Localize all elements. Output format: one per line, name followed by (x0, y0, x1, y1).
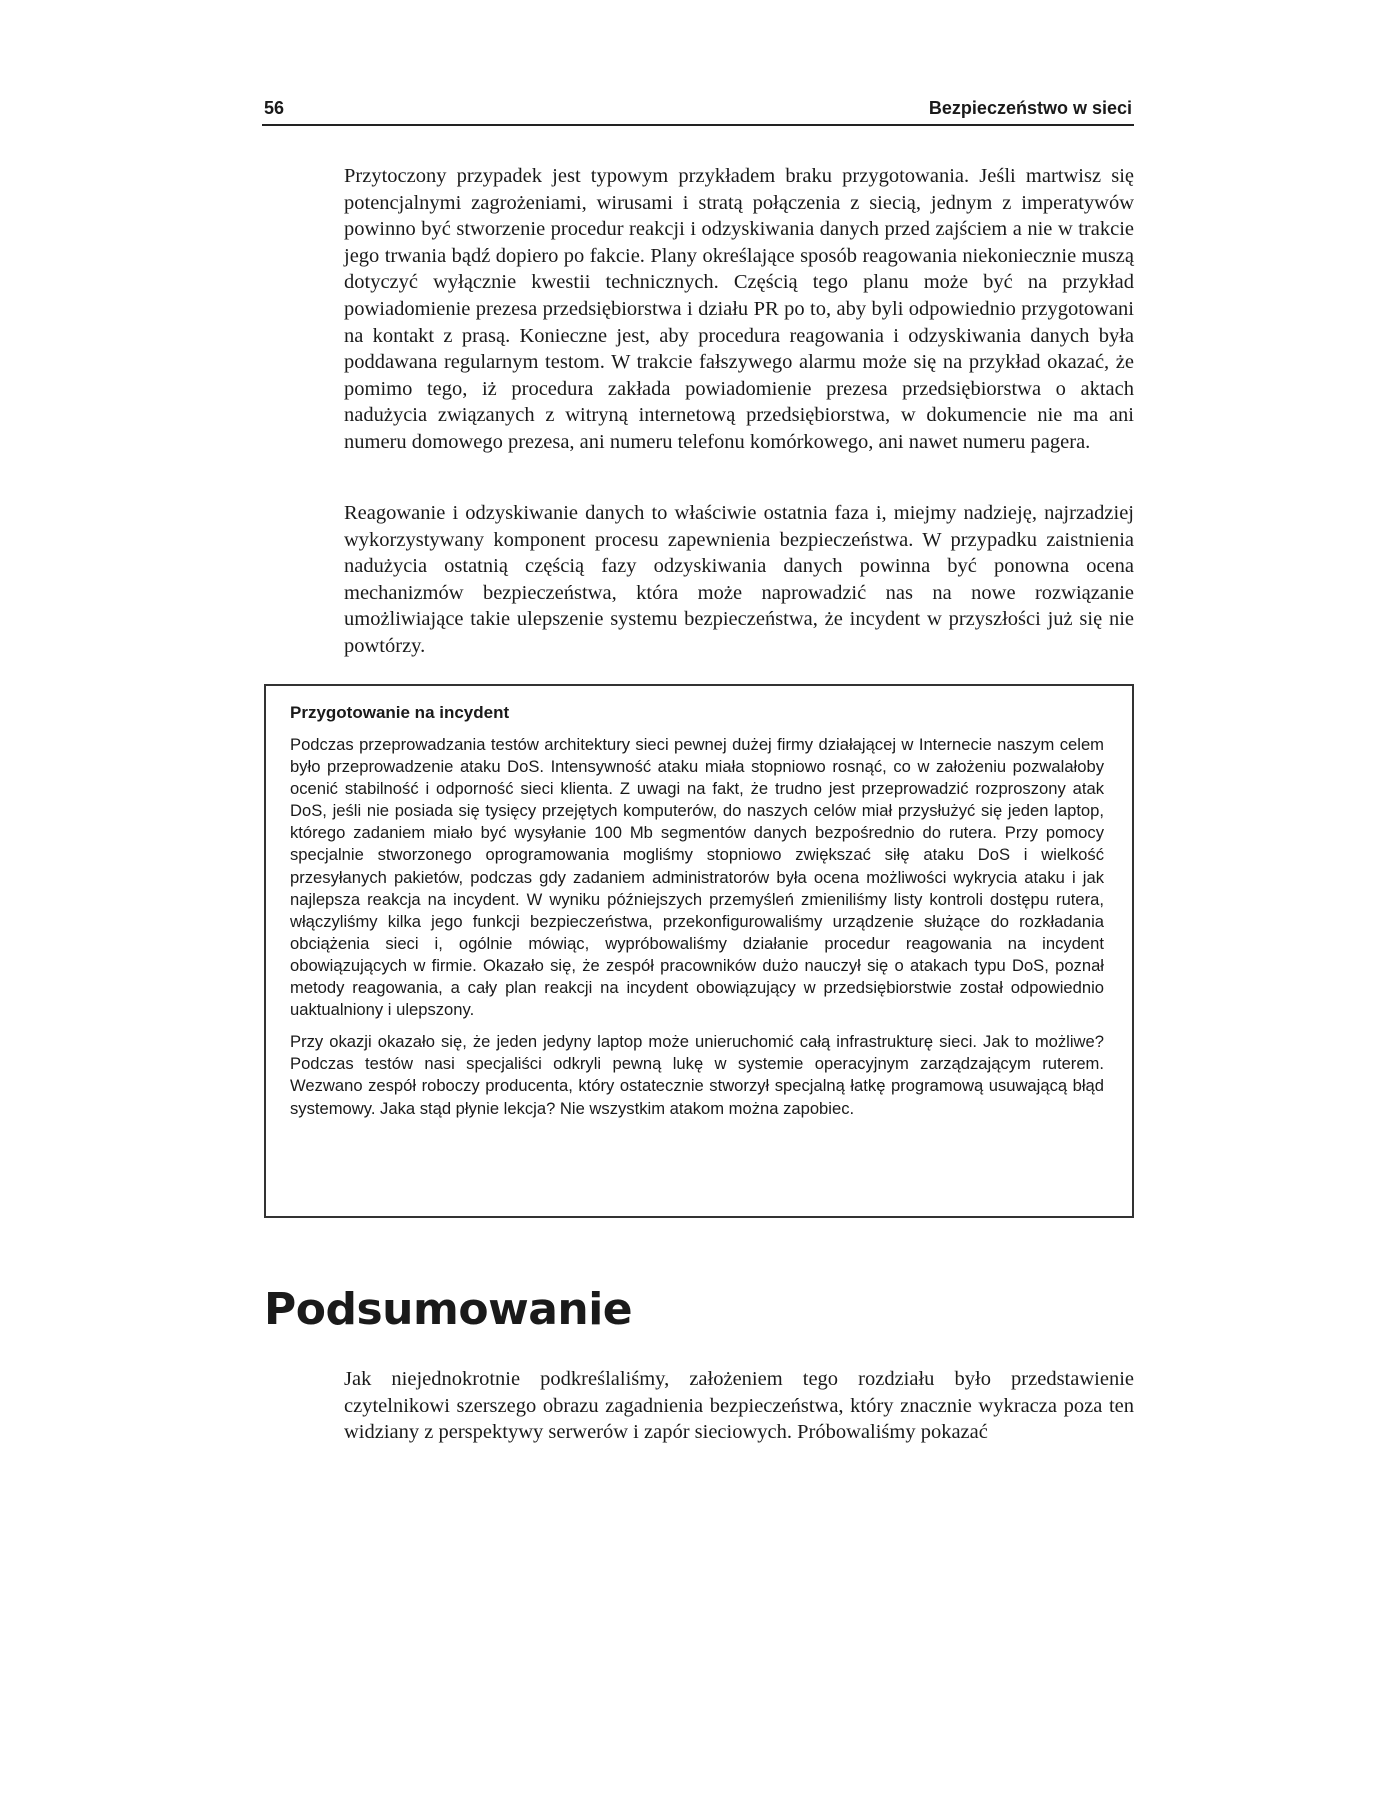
body-paragraph: Przytoczony przypadek jest typowym przykładem braku przygotowania. Jeśli martwisz się potencjalnymi zagrożeniami, wirusami i stratą połączenia z siecią, jednym z imperatywów powinno być stworzenie procedur reakcji i odzyskiwania danych przed zajściem a nie w trakcie jego trwania bądź dopiero po fakcie. Plany określające sposób reagowania niekoniecznie muszą dotyczyć wyłącznie kwestii technicznych. Częścią tego planu może być na przykład powiadomienie prezesa przedsiębiorstwa i działu PR po to, aby byli odpowiednio przygotowani na kontakt z prasą. Konieczne jest, aby procedura reagowania i odzyskiwania danych była poddawana regularnym testom. W trakcie fałszywego alarmu może się na przykład okazać, że pomimo tego, iż procedura zakłada powiadomienie prezesa przedsiębiorstwa o aktach nadużycia związanych z witryną internetową przedsiębiorstwa, w dokumencie nie ma ani numeru domowego prezesa, ani numeru telefonu komórkowego, ani nawet numeru pagera. (344, 165, 1134, 453)
running-title: Bezpieczeństwo w sieci (928, 98, 1132, 118)
body-paragraph: Reagowanie i odzyskiwanie danych to właściwie ostatnia faza i, miejmy nadzieję, najrzadziej wykorzystywany komponent procesu zapewnienia bezpieczeństwa. W przypadku zaistnienia nadużycia ostatnią częścią fazy odzyskiwania danych powinna być ponowna ocena mechanizmów bezpieczeństwa, która może naprowadzić nas na nowe rozwiązanie umożliwiające takie ulepszenie systemu bezpieczeństwa, że incydent w przyszłości już się nie powtórzy. (344, 502, 1134, 657)
sidebar-box (264, 684, 1134, 1218)
sidebar-paragraph: Podczas przeprowadzania testów architektury sieci pewnej dużej firmy działającej w Internecie naszym celem było przeprowadzenie ataku DoS. Intensywność ataku miała stopniowo rosnąć, co w założeniu pozwalałoby ocenić stabilność i odporność sieci klienta. Z uwagi na fakt, że trudno jest przeprowadzić rozproszony atak DoS, jeśli nie posiada się tysięcy przejętych komputerów, do naszych celów miał przysłużyć się jeden laptop, którego zadaniem miało być wysyłanie 100 Mb segmentów danych bezpośrednio do rutera. Przy pomocy specjalnie stworzonego oprogramowania mogliśmy stopniowo zwiększać siłę ataku DoS i wielkość przesyłanych pakietów, podczas gdy zadaniem administratorów była ocena możliwości wykrycia ataku i jak najlepsza reakcja na incydent. W wyniku późniejszych przemyśleń zmieniliśmy listy kontroli dostępu rutera, włączyliśmy kilka jego funkcji bezpieczeństwa, przekonfigurowaliśmy urządzenie służące do rozkładania obciążenia sieci i, ogólnie mówiąc, wypróbowaliśmy działanie procedur reagowania na incydent obowiązujących w firmie. Okazało się, że zespół pracowników dużo nauczył się o atakach typu DoS, poznał metody reagowania, a cały plan reakcji na incydent obowiązujący w przedsiębiorstwie został odpowiednio uaktualniony i ulepszony. (290, 735, 1104, 1020)
sidebar-title: Przygotowanie na incydent (290, 703, 510, 722)
sidebar-paragraph: Przy okazji okazało się, że jeden jedyny laptop może unieruchomić całą infrastrukturę sieci. Jak to możliwe? Podczas testów nasi specjaliści odkryli pewną lukę w systemie operacyjnym zarządzającym ruterem. Wezwano zespół roboczy producenta, który ostatecznie stworzył specjalną łatkę programową usuwającą błąd systemowy. Jaka stąd płynie lekcja? Nie wszystkim atakom można zapobiec. (290, 1032, 1104, 1118)
page-header (262, 96, 1134, 126)
body-paragraph: Jak niejednokrotnie podkreślaliśmy, założeniem tego rozdziału było przedstawienie czytelnikowi szerszego obrazu zagadnienia bezpieczeństwa, który znacznie wykracza poza ten widziany z perspektywy serwerów i zapór sieciowych. Próbowaliśmy pokazać (344, 1368, 1134, 1444)
page-number: 56 (264, 98, 285, 118)
section-heading: Podsumowanie (264, 1284, 633, 1335)
